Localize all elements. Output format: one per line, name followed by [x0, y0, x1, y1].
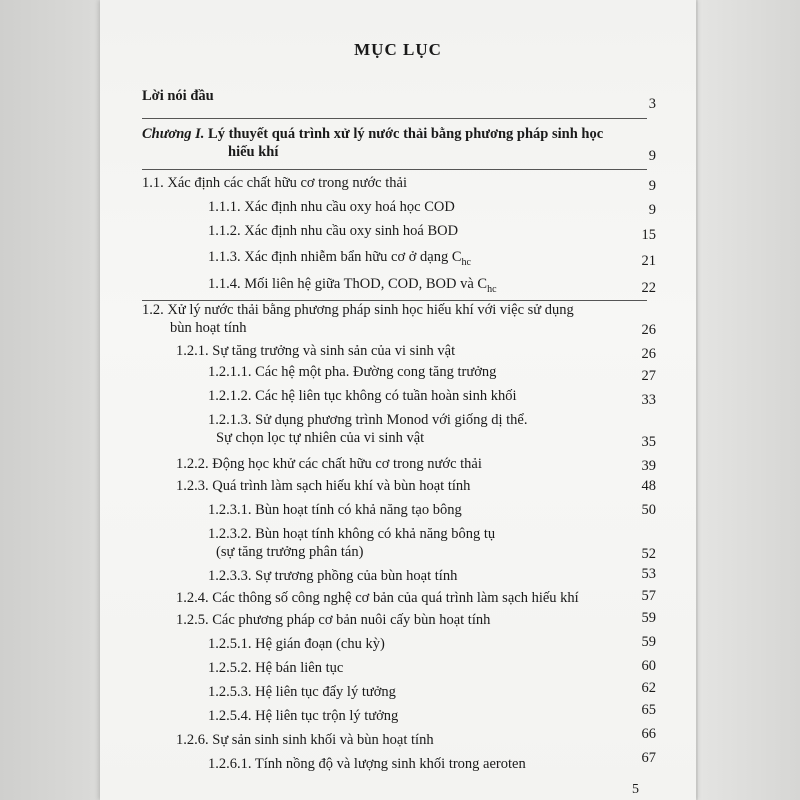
toc-page: 3: [648, 96, 656, 112]
toc-page: 39: [641, 458, 656, 474]
toc-page: 57: [641, 588, 656, 604]
toc-page: 26: [641, 346, 656, 362]
chapter-label: Chương I.: [142, 126, 205, 142]
background-left: [0, 0, 112, 800]
toc-page: 33: [641, 392, 656, 408]
toc-page: 9: [648, 202, 656, 218]
toc-entry-1-2-3-2: 1.2.3.2. Bùn hoạt tính không có khả năng bông tụ: [208, 526, 496, 542]
toc-entry-1-1-4: 1.1.4. Mối liên hệ giữa ThOD, COD, BOD và $C_{hc}$: [208, 276, 497, 295]
toc-entry-1-2-1-2: 1.2.1.2. Các hệ liên tục không có tuần hoàn sinh khối: [208, 388, 517, 404]
toc-entry-1-2-3: 1.2.3. Quá trình làm sạch hiếu khí và bùn hoạt tính: [176, 478, 471, 494]
toc-page: 52: [641, 546, 656, 562]
toc-entry-1-1-1: 1.1.1. Xác định nhu cầu oxy hoá học COD: [208, 199, 455, 215]
toc-entry-1-2-1-3-cont: Sự chọn lọc tự nhiên của vi sinh vật: [216, 430, 425, 446]
toc-entry-1-2-1-1: 1.2.1.1. Các hệ một pha. Đường cong tăng trưởng: [208, 364, 497, 380]
toc-page: 21: [641, 253, 656, 269]
toc-page: 62: [641, 680, 656, 696]
toc-entry-1-2-5-4: 1.2.5.4. Hệ liên tục trộn lý tưởng: [208, 708, 399, 724]
toc-entry-chapter-1: Chương I. Lý thuyết quá trình xử lý nước thải bằng phương pháp sinh học: [142, 126, 604, 142]
toc-page: 9: [648, 178, 656, 194]
divider: [142, 118, 647, 119]
toc-entry-1-2-4: 1.2.4. Các thông số công nghệ cơ bản của quá trình làm sạch hiếu khí: [176, 590, 579, 606]
toc-page: 27: [641, 368, 656, 384]
toc-entry-1-2-1: 1.2.1. Sự tăng trưởng và sinh sản của vi sinh vật: [176, 343, 456, 359]
toc-entry-1-2-6-1: 1.2.6.1. Tính nồng độ và lượng sinh khối trong aeroten: [208, 756, 526, 772]
divider: [142, 300, 647, 301]
toc-page: 67: [641, 750, 656, 766]
toc-entry-1-2-3-1: 1.2.3.1. Bùn hoạt tính có khả năng tạo bông: [208, 502, 462, 518]
toc-entry-1-1: 1.1. Xác định các chất hữu cơ trong nước thải: [142, 175, 407, 191]
toc-page: 59: [641, 634, 656, 650]
toc-entry-chapter-1-cont: hiếu khí: [228, 144, 279, 160]
toc-entry-1-1-3: 1.1.3. Xác định nhiễm bẩn hữu cơ ở dạng $C_{hc}$: [208, 249, 471, 268]
toc-page: 9: [648, 148, 656, 164]
toc-entry-preface: Lời nói đầu: [142, 88, 214, 104]
toc-page: 66: [641, 726, 656, 742]
toc-entry-1-2-3-3: 1.2.3.3. Sự trương phồng của bùn hoạt tính: [208, 568, 458, 584]
toc-entry-1-2-5-3: 1.2.5.3. Hệ liên tục đẩy lý tưởng: [208, 684, 396, 700]
toc-entry-1-2-cont: bùn hoạt tính: [170, 320, 247, 336]
divider: [142, 169, 647, 170]
toc-page: 22: [641, 280, 656, 296]
toc-entry-1-2-5-1: 1.2.5.1. Hệ gián đoạn (chu kỳ): [208, 636, 385, 652]
book-page: [100, 0, 696, 800]
toc-page: 35: [641, 434, 656, 450]
toc-page: 50: [641, 502, 656, 518]
background-right: [698, 0, 800, 800]
toc-page: 53: [641, 566, 656, 582]
toc-page: 59: [641, 610, 656, 626]
toc-page: 60: [641, 658, 656, 674]
toc-entry-1-2: 1.2. Xử lý nước thải bằng phương pháp sinh học hiếu khí với việc sử dụng: [142, 302, 574, 318]
toc-page: 15: [641, 227, 656, 243]
toc-entry-1-2-1-3: 1.2.1.3. Sử dụng phương trình Monod với giống dị thể.: [208, 412, 528, 428]
toc-entry-1-2-5: 1.2.5. Các phương pháp cơ bản nuôi cấy bùn hoạt tính: [176, 612, 491, 628]
toc-entry-1-2-3-2-cont: (sự tăng trưởng phân tán): [216, 544, 364, 560]
page-number: 5: [632, 782, 639, 797]
toc-entry-1-2-5-2: 1.2.5.2. Hệ bán liên tục: [208, 660, 344, 676]
toc-page: 48: [641, 478, 656, 494]
toc-page: 26: [641, 322, 656, 338]
toc-entry-1-2-6: 1.2.6. Sự sản sinh sinh khối và bùn hoạt tính: [176, 732, 434, 748]
toc-entry-1-1-2: 1.1.2. Xác định nhu cầu oxy sinh hoá BOD: [208, 223, 459, 239]
toc-page: 65: [641, 702, 656, 718]
toc-entry-1-2-2: 1.2.2. Động học khử các chất hữu cơ trong nước thải: [176, 456, 482, 472]
page-title: MỤC LỤC: [354, 40, 442, 59]
